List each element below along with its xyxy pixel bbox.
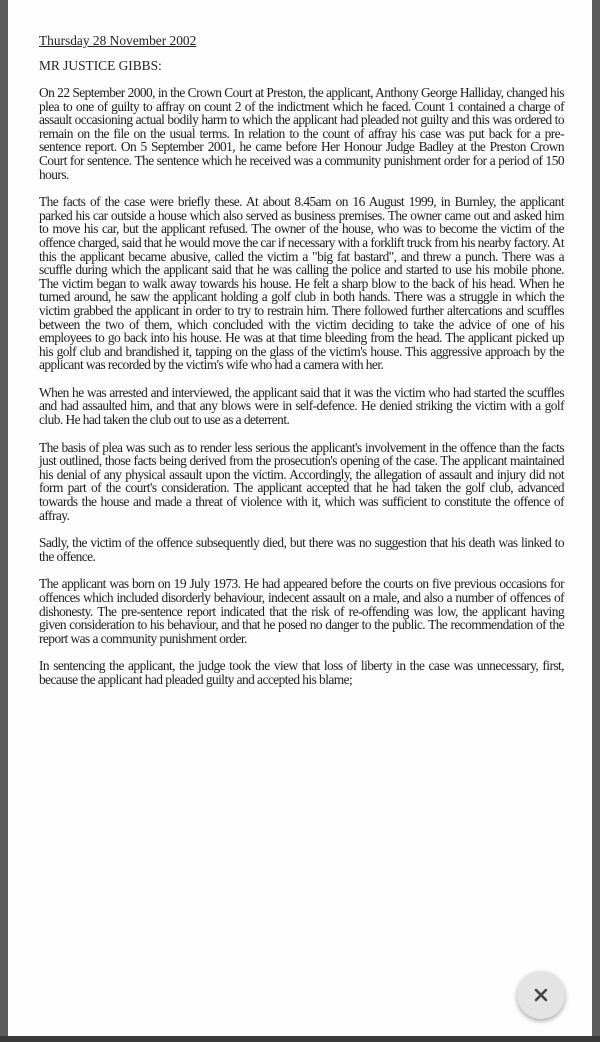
judgment-date: Thursday 28 November 2002 (39, 33, 197, 48)
paragraph-1: On 22 September 2000, in the Crown Court at Preston, the applicant, Anthony George Halliday, changed his plea to one of guilty to affray on count 2 of the indictment which he faced. Count 1 contained a charge of assault occasioning actual bodily harm to which the applicant had pleaded not guilty and this was ordered to remain on the file on the usual terms. In relation to the count of affray his case was put back for a pre-sentence report. On 5 September 2001, he came before Her Honour Judge Badley at the Preston Crown Court for sentence. The sentence which he received was a community punishment order for a period of 150 hours. (39, 85, 564, 182)
paragraph-6: The applicant was born on 19 July 1973. He had appeared before the courts on five previous occasions for offences which included disorderly behaviour, indecent assault on a male, and also a number of offences of dishonesty. The pre-sentence report indicated that the risk of re-offending was low, the applicant having given consideration to his behaviour, and that he posed no danger to the public. The recommendation of the report was a community punishment order. (39, 576, 564, 646)
viewer-bottom-edge (0, 1036, 600, 1042)
paragraph-4: The basis of plea was such as to render less serious the applicant's involvement in the offence than the facts just outlined, those facts being derived from the prosecution's opening of the case. The applicant maintained his denial of any physical assault upon the victim. Accordingly, the allegation of assault and injury did not form part of the court's consideration. The applicant accepted that he had taken the golf club, advanced towards the house and made a threat of violence with it, which was sufficient to constitute the offence of affray. (39, 439, 564, 523)
judge-heading: MR JUSTICE GIBBS: (39, 58, 162, 73)
document-page (8, 0, 592, 1036)
paragraph-7: In sentencing the applicant, the judge took the view that loss of liberty in the case was unnecessary, first, because the applicant had pleaded guilty and accepted his blame; (39, 658, 564, 687)
close-icon (533, 987, 549, 1003)
close-button[interactable] (517, 971, 565, 1019)
paragraph-2: The facts of the case were briefly these. At about 8.45am on 16 August 1999, in Burnley, the applicant parked his car outside a house which also served as business premises. The owner came out and asked him to move his car, but the applicant refused. The owner of the house, who was to become the victim of the offence charged, said that he would move the car if necessary with a forklift truck from his nearby factory. At this the applicant became abusive, called the victim a "big fat bastard", and threw a punch. There was a scuffle during which the applicant said that he was calling the police and started to use his mobile phone. The victim began to walk away towards his house. He felt a sharp blow to the back of his head. When he turned around, he saw the applicant holding a golf club in both hands. There was a struggle in which the victim grabbed the applicant in order to try to restrain him. There followed further altercations and scuffles between the two of them, which concluded with the victim deciding to take the advice of one of his employees to go back into his house. He was at that time bleeding from the head. The applicant picked up his golf club and brandished it, tapping on the glass of the victim's house. This aggressive approach by the applicant was recorded by the victim's wife who had a camera with her. (39, 194, 564, 373)
paragraph-5: Sadly, the victim of the offence subsequently died, but there was no suggestion that his death was linked to the offence. (39, 535, 564, 564)
paragraph-3: When he was arrested and interviewed, the applicant said that it was the victim who had started the scuffles and had assaulted him, and that any blows were in self-defence. He denied striking the victim with a golf club. He had taken the club out to use as a deterrent. (39, 384, 564, 428)
